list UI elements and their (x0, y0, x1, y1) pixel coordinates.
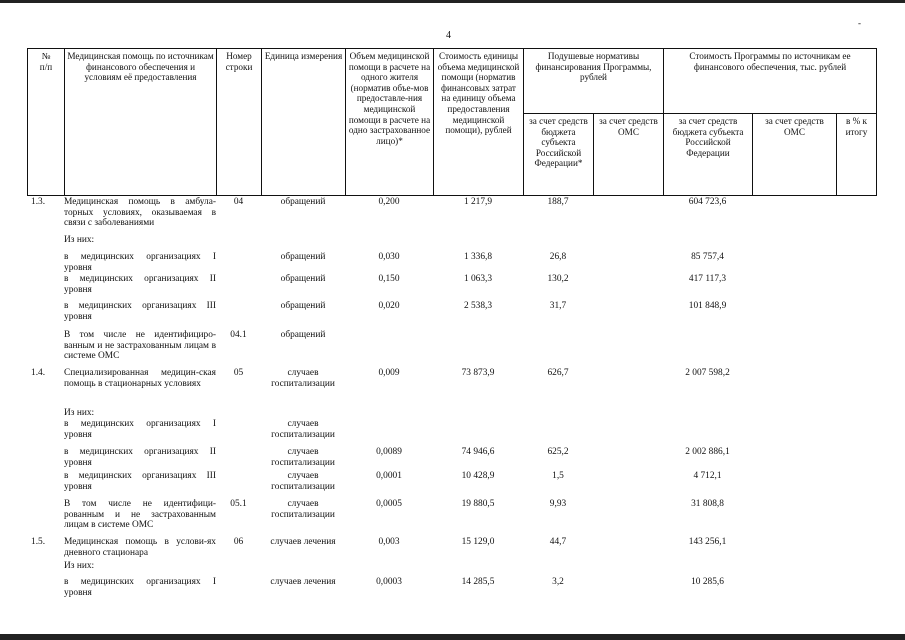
cell-unit: обращений (280, 330, 326, 340)
cell-unit: обращений (280, 197, 326, 207)
cell-unit: обращений (280, 301, 326, 311)
cell-cost: 19 880,5 (461, 499, 495, 509)
cell-cost: 74 946,6 (461, 447, 495, 457)
cell-budget: 1,5 (552, 471, 564, 481)
page-number: 4 (446, 30, 451, 41)
cell-unit: обращений (280, 252, 326, 262)
cell-volume: 0,030 (378, 252, 400, 262)
header-unit: Единица измерения (261, 48, 345, 196)
cell-volume: 0,020 (378, 301, 400, 311)
cell-unit: случаев госпитализации (271, 419, 335, 440)
cell-volume: 0,150 (378, 274, 400, 284)
cell-budget: 3,2 (552, 577, 564, 587)
cell-budget: 625,2 (547, 447, 569, 457)
row-description: в медицинских организациях III уровня (64, 301, 216, 322)
cell-unit: обращений (280, 274, 326, 284)
cell-cost: 73 873,9 (461, 368, 495, 378)
row-description: в медицинских организациях II уровня (64, 274, 216, 295)
cell-unit: случаев госпитализации (271, 471, 335, 492)
cell-row: 04 (233, 197, 244, 207)
cell-volume: 0,0003 (376, 577, 402, 587)
header-unit-cost: Стоимость единицы объема медицинской помощи (норматив финансовых затрат на единицу объема предоставления медицинской помощи), рублей (433, 48, 523, 196)
cell-volume: 0,0001 (376, 471, 402, 481)
cell-prog-budget: 4 712,1 (693, 471, 722, 481)
subheader-program-budget: за счет средств бюджета субъекта Российской Федерации (663, 113, 752, 196)
corner-mark: - (858, 18, 861, 28)
cell-volume: 0,0089 (376, 447, 402, 457)
row-description: в медицинских организациях I уровня (64, 252, 216, 273)
cell-prog-budget: 101 848,9 (688, 301, 727, 311)
row-number-label: 1.3. (31, 197, 46, 207)
cell-unit: случаев лечения (270, 537, 336, 547)
row-number-label: 1.5. (31, 537, 46, 547)
cell-row: 06 (233, 537, 244, 547)
cell-prog-budget: 604 723,6 (688, 197, 727, 207)
cell-cost: 2 538,3 (463, 301, 493, 311)
subheader-oms: за счет средств ОМС (593, 113, 663, 196)
cell-row: 04.1 (230, 330, 247, 340)
cell-unit: случаев госпитализации (271, 499, 335, 520)
row-description: в медицинских организациях II уровня (64, 447, 216, 468)
row-description: Из них: (64, 408, 95, 418)
row-description: Специализированная медицин-ская помощь в стационарных условиях (64, 368, 216, 389)
row-description: В том числе не идентифициро-ванным и не застрахованным лицам в системе ОМС (64, 330, 216, 362)
cell-prog-budget: 2 002 886,1 (685, 447, 730, 457)
row-description: В том числе не идентифици-рованным и не застрахованным лицам в системе ОМС (64, 499, 216, 531)
header-num: № п/п (27, 48, 64, 196)
cell-budget: 9,93 (549, 499, 567, 509)
header-description: Медицинская помощь по источникам финансового обеспечения и условиям её предоставления (64, 48, 216, 196)
cell-volume: 0,200 (378, 197, 400, 207)
subheader-program-oms: за счет средств ОМС (752, 113, 836, 196)
row-description: Медицинская помощь в услови-ях дневного стационара (64, 537, 216, 558)
header-program-cost: Стоимость Программы по источникам ее финансового обеспечения, тыс. рублей (663, 48, 877, 113)
row-number-label: 1.4. (31, 368, 46, 378)
row-description: Из них: (64, 235, 95, 245)
subheader-program-percent: в % к итогу (836, 113, 877, 196)
cell-cost: 1 063,3 (463, 274, 493, 284)
cell-prog-budget: 2 007 598,2 (685, 368, 730, 378)
cell-budget: 188,7 (547, 197, 569, 207)
subheader-budget: за счет средств бюджета субъекта Российской Федерации* (523, 113, 593, 196)
row-description: Из них: (64, 561, 95, 571)
header-per-capita: Подушевые нормативы финансирования Программы, рублей (523, 48, 663, 113)
row-description: в медицинских организациях III уровня (64, 471, 216, 492)
cell-prog-budget: 143 256,1 (688, 537, 727, 547)
cell-budget: 626,7 (547, 368, 569, 378)
scan-top-border (0, 0, 905, 3)
cell-prog-budget: 31 808,8 (691, 499, 724, 509)
cell-prog-budget: 10 285,6 (691, 577, 724, 587)
cell-prog-budget: 417 117,3 (688, 274, 727, 284)
cell-volume: 0,003 (378, 537, 400, 547)
row-description: в медицинских организациях I уровня (64, 577, 216, 598)
cell-budget: 31,7 (549, 301, 567, 311)
cell-cost: 1 217,9 (463, 197, 493, 207)
cell-row: 05.1 (230, 499, 247, 509)
cell-cost: 15 129,0 (461, 537, 495, 547)
cell-volume: 0,0005 (376, 499, 402, 509)
cell-budget: 26,8 (549, 252, 567, 262)
cell-cost: 10 428,9 (461, 471, 495, 481)
cell-cost: 14 285,5 (461, 577, 495, 587)
cell-unit: случаев госпитализации (271, 368, 335, 389)
cell-prog-budget: 85 757,4 (691, 252, 724, 262)
cell-budget: 44,7 (549, 537, 567, 547)
cell-row: 05 (233, 368, 244, 378)
scan-bottom-border (0, 634, 905, 640)
cell-unit: случаев лечения (270, 577, 336, 587)
cell-unit: случаев госпитализации (271, 447, 335, 468)
header-row-number: Номер строки (216, 48, 261, 196)
row-description: в медицинских организациях I уровня (64, 419, 216, 440)
header-volume: Объем медицинской помощи в расчете на одного жителя (норматив объе-мов предоставле-ния медицинской помощи в расчете на одно застрахованное лицо)* (345, 48, 433, 196)
cell-budget: 130,2 (547, 274, 569, 284)
row-description: Медицинская помощь в амбула-торных условиях, оказываемая в связи с заболеваниями (64, 197, 216, 229)
cell-cost: 1 336,8 (463, 252, 493, 262)
cell-volume: 0,009 (378, 368, 400, 378)
